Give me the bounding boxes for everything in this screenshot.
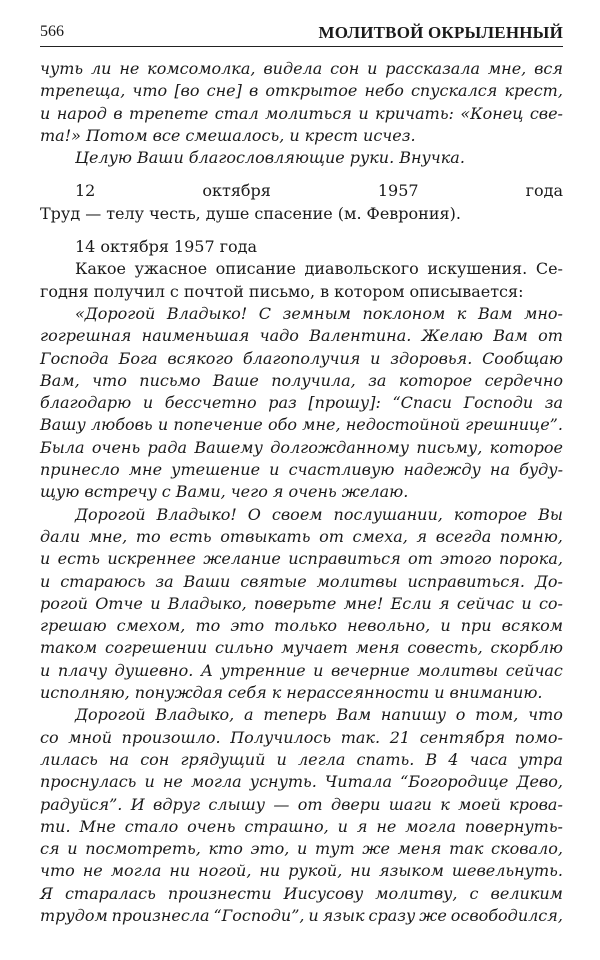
- paragraph: [40, 147, 563, 169]
- text-line: благодарю и бессчетно раз [прошу]: “Спаси Господи за: [40, 393, 563, 413]
- text-line: со мной произошло. Получилось так. 21 сентября помо-: [40, 727, 563, 747]
- text-line: Вам, что письмо Ваше получила, за которое сердечно: [40, 370, 563, 390]
- running-title: МОЛИТВОЙ ОКРЫЛЕННЫЙ: [318, 23, 563, 42]
- text-line: трепеща, что [во сне] в открытое небо спускался крест,: [40, 81, 563, 101]
- paragraph-gap: [40, 225, 563, 236]
- text-line: ти. Мне стало очень страшно, и я не могла повернуть-: [40, 816, 563, 836]
- paragraph: [40, 58, 563, 147]
- text-line: Вашу любовь и попечение обо мне, недостойной грешнице”.: [40, 415, 563, 435]
- body-text: [40, 58, 563, 927]
- text-line: что не могла ни ногой, ни рукой, ни языком шевельнуть.: [40, 861, 563, 881]
- text-line: щую встречу с Вами, чего я очень желаю.: [40, 482, 409, 502]
- book-page: [40, 0, 563, 960]
- page-header: [40, 20, 563, 47]
- paragraph: [40, 504, 563, 705]
- text-line: и плачу душевно. А утренние и вечерние молитвы сейчас: [40, 660, 563, 680]
- text-line: чуть ли не комсомолка, видела сон и рассказала мне, вся: [40, 59, 563, 78]
- text-line: дали мне, то есть отвыкать от смеха, я всегда помню,: [40, 526, 563, 546]
- text-line: Была очень рада Вашему долгожданному письму, которое: [40, 437, 563, 457]
- text-line: проснулась и не могла уснуть. Читала “Богородице Дево,: [40, 772, 563, 792]
- paragraph: [40, 704, 563, 927]
- text-line: грешаю смехом, то это только невольно, и при всяком: [40, 616, 563, 636]
- text-line: Дорогой Владыко, а теперь Вам напишу о том, что: [75, 705, 563, 725]
- text-line: и народ в трепете стал молиться и кричать: «Конец све-: [40, 103, 563, 123]
- text-line: Труд — телу честь, душе спасение (м. Феврония).: [40, 203, 461, 223]
- text-line: та!» Потом все смешалось, и крест исчез.: [40, 125, 416, 145]
- text-line: «Дорогой Владыко! С земным поклоном к Вам мно-: [75, 303, 563, 323]
- paragraph: [40, 180, 563, 225]
- page-number: 566: [40, 23, 64, 40]
- text-line: ся и посмотреть, кто это, и тут же меня так сковало,: [40, 839, 563, 859]
- text-line: Я старалась произнести Иисусову молитву, с великим: [40, 883, 563, 903]
- paragraph: [40, 236, 563, 258]
- text-line: Какое ужасное описание диавольского искушения. Се-: [75, 259, 563, 279]
- text-line: 12 октября 1957 года: [75, 181, 563, 201]
- text-line: годня получил с почтой письмо, в котором описывается:: [40, 281, 524, 301]
- text-line: рогой Отче и Владыко, поверьте мне! Если я сейчас и со-: [40, 593, 563, 613]
- text-line: исполняю, понуждая себя к нерассеянности и вниманию.: [40, 683, 543, 703]
- text-line: таком согрешении сильно мучает меня совесть, скорблю: [40, 638, 563, 658]
- paragraph: [40, 258, 563, 303]
- text-line: радуйся”. И вдруг слышу — от двери шаги к моей крова-: [40, 794, 563, 814]
- paragraph-gap: [40, 169, 563, 180]
- text-line: и есть искреннее желание исправиться от этого порока,: [40, 549, 563, 569]
- text-line: 14 октября 1957 года: [75, 237, 258, 257]
- text-line: трудом произнесла “Господи”, и язык сразу же освободился,: [40, 905, 563, 925]
- text-line: Господа Бога всякого благополучия и здоровья. Сообщаю: [40, 348, 563, 368]
- paragraph: [40, 303, 563, 504]
- text-line: и стараюсь за Ваши святые молитвы исправиться. До-: [40, 571, 563, 591]
- text-line: Дорогой Владыко! О своем послушании, которое Вы: [75, 504, 563, 524]
- text-line: Целую Ваши благословляющие руки. Внучка.: [75, 148, 465, 168]
- text-line: гогрешная наименьшая чадо Валентина. Желаю Вам от: [40, 326, 563, 346]
- text-line: лилась на сон грядущий и легла спать. В 4 часа утра: [40, 749, 563, 769]
- text-line: принесло мне утешение и счастливую надежду на буду-: [40, 460, 563, 480]
